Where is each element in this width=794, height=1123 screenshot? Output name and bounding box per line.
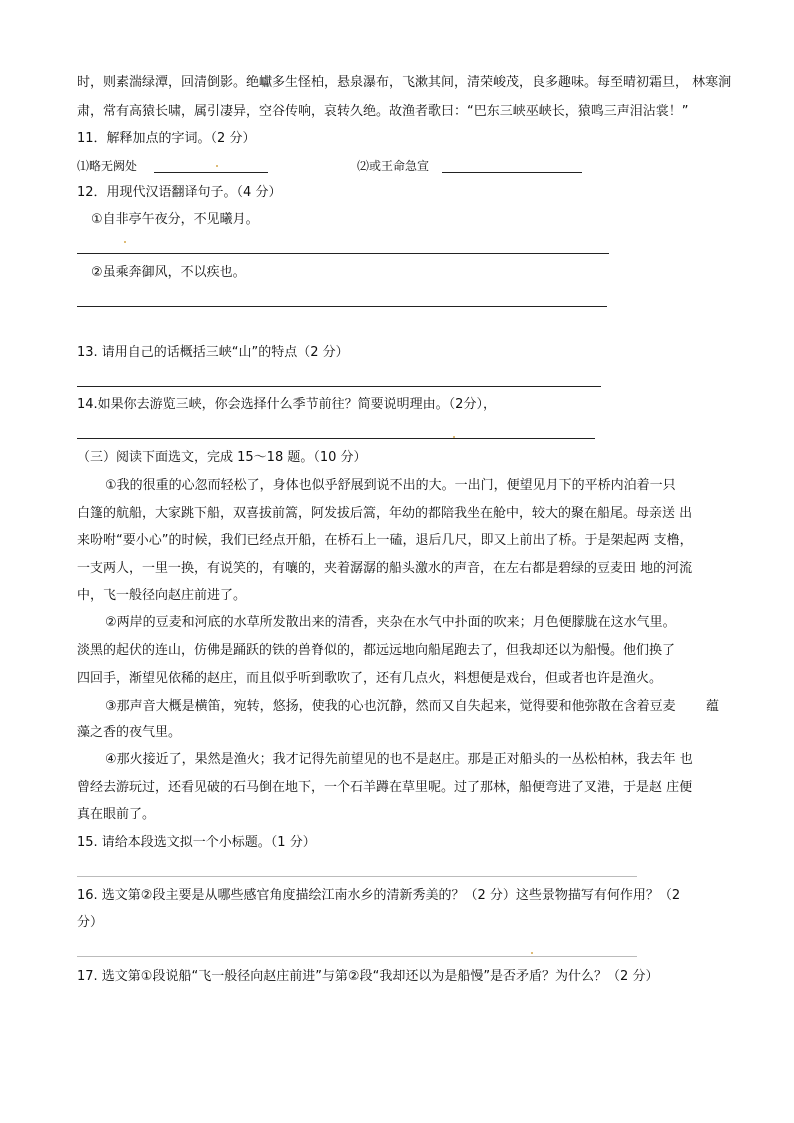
question-12: 12．用现代汉语翻译句子。（4 分） xyxy=(77,185,282,200)
passage-line-tail: 蕴 xyxy=(706,699,720,714)
passage-line: 淡黑的起伏的连山，仿佛是踊跃的铁的兽脊似的，都远远地向船尾跑去了，但我却还以为船慢。他们换了 xyxy=(77,643,676,658)
speck xyxy=(531,952,533,954)
passage-line: 来吩咐“要小心”的时候，我们已经点开船，在桥石上一磕，退后几尺，即又上前出了桥。于是架起两 支橹， xyxy=(77,533,693,548)
passage-line: 中，飞一般径向赵庄前进了。 xyxy=(77,588,247,603)
question-15: 15. 请给本段选文拟一个小标题。（1 分） xyxy=(77,835,316,850)
passage-line: 白篷的航船，大家跳下船，双喜拔前篙，阿发拔后篙，年幼的都陪我坐在舱中，较大的聚在船尾。母亲送 出 xyxy=(77,506,693,521)
answer-line[interactable] xyxy=(77,956,637,957)
passage-line: 时，则素湍绿潭，回清倒影。绝巘多生怪柏，悬泉瀑布，飞漱其间，清荣峻茂，良多趣味。每至晴初霜旦， 林寒涧 xyxy=(77,75,732,90)
speck xyxy=(453,436,455,438)
question-14: 14.如果你去游览三峡，你会选择什么季节前往？简要说明理由。（2分）， xyxy=(77,397,496,412)
answer-line[interactable] xyxy=(154,172,268,173)
question-17: 17. 选文第①段说船“飞一般径向赵庄前进”与第②段“我却还以为是船慢”是否矛盾？为什么？（2 分） xyxy=(77,969,659,984)
answer-line[interactable] xyxy=(77,253,609,254)
passage-line: 真在眼前了。 xyxy=(77,807,156,822)
question-16-cont: 分） xyxy=(77,915,104,930)
speck xyxy=(216,165,218,167)
passage-line: ④那火接近了，果然是渔火；我才记得先前望见的也不是赵庄。那是正对船头的一丛松柏林，我去年 也 xyxy=(105,752,693,767)
answer-line[interactable] xyxy=(77,876,637,877)
q11-item-b: ⑵或王命急宣 xyxy=(357,159,430,173)
q11-item-a: ⑴略无阙处 xyxy=(77,159,138,173)
question-16: 16. 选文第②段主要是从哪些感官角度描绘江南水乡的清新秀美的？（2 分）这些景物描写有何作用？（2 xyxy=(77,888,681,903)
passage-line: 一支两人，一里一换，有说笑的，有嚷的，夹着潺潺的船头激水的声音，在左右都是碧绿的豆麦田 地的河流 xyxy=(77,561,693,576)
section-heading: （三）阅读下面选文，完成 15～18 题。（10 分） xyxy=(77,450,367,465)
passage-line: 四回手，渐望见依稀的赵庄，而且似乎听到歌吹了，还有几点火，料想便是戏台，但或者也许是渔火。 xyxy=(77,671,663,686)
answer-line[interactable] xyxy=(77,438,595,439)
q12-sentence-2: ②虽乘奔御风，不以疾也。 xyxy=(91,265,246,280)
passage-line: 藻之香的夜气里。 xyxy=(77,725,182,740)
answer-line[interactable] xyxy=(442,172,582,173)
speck xyxy=(124,241,126,243)
question-11: 11．解释加点的字词。（2 分） xyxy=(77,131,256,146)
passage-line: 肃，常有高猿长啸，属引凄异，空谷传响，哀转久绝。故渔者歌曰：“巴东三峡巫峡长，猿鸣三声泪沾裳！” xyxy=(77,104,689,119)
passage-line: ②两岸的豆麦和河底的水草所发散出来的清香，夹杂在水气中扑面的吹来；月色便朦胧在这水气里。 xyxy=(105,615,676,630)
passage-line: ①我的很重的心忽而轻松了，身体也似乎舒展到说不出的大。一出门，便望见月下的平桥内泊着一只 xyxy=(105,478,676,493)
passage-line: ③那声音大概是横笛，宛转，悠扬，使我的心也沉静，然而又自失起来，觉得要和他弥散在含着豆麦 xyxy=(105,699,676,714)
passage-line: 曾经去游玩过，还看见破的石马倒在地下，一个石羊蹲在草里呢。过了那林，船便弯进了叉港，于是赵 庄便 xyxy=(77,780,693,795)
answer-line[interactable] xyxy=(77,306,607,307)
answer-line[interactable] xyxy=(77,386,601,387)
question-13: 13. 请用自己的话概括三峡“山”的特点（2 分） xyxy=(77,345,349,360)
q12-sentence-1: ①自非亭午夜分，不见曦月。 xyxy=(91,212,259,227)
